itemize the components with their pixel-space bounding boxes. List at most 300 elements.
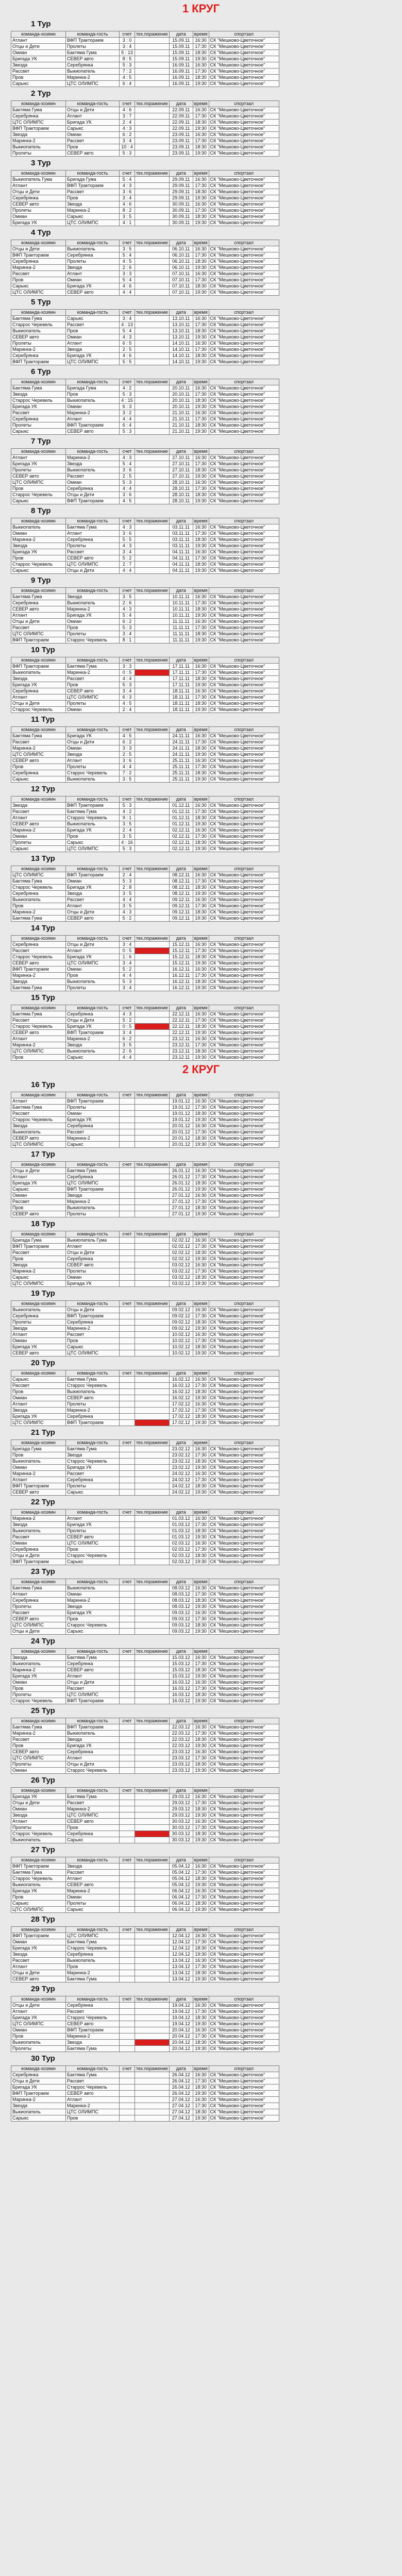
- away-team-cell: ЦТС ОЛИМПС: [66, 960, 120, 967]
- round-block: [0, 922, 402, 991]
- round-block: [0, 1496, 402, 1565]
- table-row: [11, 872, 279, 878]
- away-team-cell: Омиан: [66, 745, 120, 752]
- score-cell: 5 : 13: [120, 50, 135, 56]
- column-header: дата: [169, 171, 193, 177]
- hall-cell: СК "Мешково-Цветочное": [209, 834, 279, 840]
- date-cell: 02.03.12: [169, 1540, 193, 1547]
- forfeit-cell: [135, 524, 170, 531]
- table-row: [11, 1326, 279, 1332]
- table-row: [11, 2003, 279, 2009]
- home-team-cell: ЦТС ОЛИМПС: [11, 1622, 66, 1629]
- away-team-cell: Сарыкс: [66, 1142, 120, 1148]
- away-team-cell: Серебрянка: [66, 252, 120, 259]
- home-team-cell: Отцы и Дети: [11, 2003, 66, 2009]
- column-header: дата: [169, 588, 193, 594]
- hall-cell: СК "Мешково-Цветочное": [209, 1610, 279, 1616]
- table-header-row: [11, 1927, 279, 1933]
- home-team-cell: Омиан: [11, 1806, 66, 1812]
- table-row: [11, 252, 279, 259]
- home-team-cell: Маринка-2: [11, 1042, 66, 1048]
- time-cell: 16:30: [193, 410, 209, 416]
- forfeit-cell: [135, 1471, 170, 1477]
- forfeit-cell: [135, 1199, 170, 1205]
- score-cell: 3 : 5: [120, 776, 135, 783]
- table-row: [11, 1459, 279, 1465]
- column-header: тех.поражение: [135, 1718, 170, 1724]
- home-team-cell: Выкиопатель: [11, 2109, 66, 2115]
- score-cell: 4 : 16: [120, 840, 135, 846]
- time-cell: 18:30: [193, 885, 209, 891]
- score-cell: 5 : 3: [120, 480, 135, 486]
- forfeit-cell: [135, 404, 170, 410]
- home-team-cell: Рассвет: [11, 271, 66, 277]
- home-team-cell: Сарыкс: [11, 81, 66, 87]
- time-cell: 17:30: [193, 1616, 209, 1622]
- hall-cell: СК "Мешково-Цветочное": [209, 1250, 279, 1256]
- away-team-cell: Бактяма Гума: [66, 664, 120, 670]
- away-team-cell: Пров: [66, 144, 120, 150]
- table-header-row: [11, 31, 279, 38]
- away-team-cell: Маринка-2: [66, 75, 120, 81]
- home-team-cell: Старрос Черевель: [11, 885, 66, 891]
- score-cell: 3 : 4: [120, 44, 135, 50]
- home-team-cell: Бригада УК: [11, 1414, 66, 1420]
- table-row: [11, 208, 279, 214]
- table-row: [11, 120, 279, 126]
- forfeit-cell: [135, 1819, 170, 1825]
- table-row: [11, 1180, 279, 1187]
- score-cell: [120, 2103, 135, 2109]
- score-cell: 4 : 6: [120, 283, 135, 290]
- forfeit-cell: [135, 1553, 170, 1559]
- date-cell: 01.03.12: [169, 1516, 193, 1522]
- away-team-cell: Маринка-2: [66, 1806, 120, 1812]
- table-row: [11, 1901, 279, 1907]
- score-cell: [120, 1123, 135, 1129]
- column-header: команда-гость: [66, 1788, 120, 1794]
- score-cell: [120, 1414, 135, 1420]
- hall-cell: СК "Мешково-Цветочное": [209, 2003, 279, 2009]
- column-header: счет: [120, 866, 135, 872]
- hall-cell: СК "Мешково-Цветочное": [209, 1812, 279, 1819]
- table-row: [11, 1692, 279, 1698]
- column-header: команда-хозяин: [11, 1579, 66, 1585]
- away-team-cell: Маринка-2: [66, 410, 120, 416]
- column-header: дата: [169, 1370, 193, 1377]
- time-cell: 19:30: [193, 1768, 209, 1774]
- home-team-cell: Атлант: [11, 183, 66, 189]
- table-row: [11, 973, 279, 979]
- table-row: [11, 1622, 279, 1629]
- away-team-cell: Бригада УК: [66, 1522, 120, 1528]
- away-team-cell: Отцы и Дети: [66, 1018, 120, 1024]
- table-row: [11, 2103, 279, 2109]
- table-row: [11, 1598, 279, 1604]
- column-header: тех.поражение: [135, 657, 170, 664]
- time-cell: 16:30: [193, 1888, 209, 1894]
- score-cell: [120, 1244, 135, 1250]
- home-team-cell: Отцы и Дети: [11, 1168, 66, 1174]
- date-cell: 29.03.12: [169, 1794, 193, 1800]
- column-header: спортзал: [209, 1649, 279, 1655]
- date-cell: 24.02.12: [169, 1471, 193, 1477]
- table-row: [11, 492, 279, 498]
- home-team-cell: Бактяма Гума: [11, 878, 66, 885]
- away-team-cell: Атлант: [66, 1244, 120, 1250]
- home-team-cell: Пролеты: [11, 840, 66, 846]
- date-cell: 19.01.12: [169, 1117, 193, 1123]
- games-table: [11, 379, 279, 435]
- column-header: счет: [120, 1718, 135, 1724]
- column-header: команда-хозяин: [11, 1301, 66, 1307]
- time-cell: 16:30: [193, 1307, 209, 1313]
- home-team-cell: Отцы и Дети: [11, 1800, 66, 1806]
- table-row: [11, 81, 279, 87]
- score-cell: [120, 1528, 135, 1534]
- hall-cell: СК "Мешково-Цветочное": [209, 1036, 279, 1042]
- date-cell: 01.03.12: [169, 1528, 193, 1534]
- date-cell: 27.04.12: [169, 2097, 193, 2103]
- time-cell: 16:30: [193, 1168, 209, 1174]
- hall-cell: СК "Мешково-Цветочное": [209, 1547, 279, 1553]
- home-team-cell: Пров: [11, 486, 66, 492]
- away-team-cell: Звезда: [66, 1042, 120, 1048]
- forfeit-cell: [135, 265, 170, 271]
- column-header: дата: [169, 1788, 193, 1794]
- score-cell: [120, 2091, 135, 2097]
- forfeit-cell: [135, 467, 170, 473]
- time-cell: 17:30: [193, 625, 209, 631]
- date-cell: 21.10.11: [169, 410, 193, 416]
- table-row: [11, 2040, 279, 2046]
- away-team-cell: Выкиопатель: [66, 467, 120, 473]
- table-row: [11, 637, 279, 643]
- forfeit-cell: [135, 486, 170, 492]
- score-cell: 10 : 4: [120, 144, 135, 150]
- table-row: [11, 1338, 279, 1344]
- hall-cell: СК "Мешково-Цветочное": [209, 189, 279, 195]
- round-block: [0, 87, 402, 157]
- column-header: спортзал: [209, 518, 279, 524]
- time-cell: 18:30: [193, 745, 209, 752]
- forfeit-cell: [135, 1414, 170, 1420]
- table-row: [11, 916, 279, 922]
- score-cell: 4 : 3: [120, 126, 135, 132]
- home-team-cell: Выкиопатель: [11, 1307, 66, 1313]
- round-title: 11 Тур: [31, 715, 55, 724]
- away-team-cell: Отцы и Дети: [66, 107, 120, 113]
- home-team-cell: СЕВЕР авто: [11, 473, 66, 480]
- column-header: тех.поражение: [135, 727, 170, 733]
- time-cell: 17:30: [193, 1964, 209, 1970]
- score-cell: [120, 1465, 135, 1471]
- column-header: время: [193, 1579, 209, 1585]
- score-cell: 5 : 3: [120, 625, 135, 631]
- date-cell: 07.10.11: [169, 271, 193, 277]
- hall-cell: СК "Мешково-Цветочное": [209, 1964, 279, 1970]
- time-cell: 17:30: [193, 1477, 209, 1483]
- date-cell: 26.04.12: [169, 2084, 193, 2091]
- away-team-cell: СЕВЕР авто: [66, 1534, 120, 1540]
- time-cell: 19:30: [193, 846, 209, 852]
- home-team-cell: Омиан: [11, 1465, 66, 1471]
- hall-cell: СК "Мешково-Цветочное": [209, 985, 279, 991]
- hall-cell: СК "Мешково-Цветочное": [209, 2103, 279, 2109]
- score-cell: [120, 1755, 135, 1761]
- home-team-cell: Пролеты: [11, 1761, 66, 1768]
- table-row: [11, 1870, 279, 1876]
- home-team-cell: ВФП Трактораем: [11, 1483, 66, 1489]
- time-cell: 18:30: [193, 1831, 209, 1837]
- forfeit-cell: [135, 1011, 170, 1018]
- hall-cell: СК "Мешково-Цветочное": [209, 1042, 279, 1048]
- hall-cell: СК "Мешково-Цветочное": [209, 1168, 279, 1174]
- score-cell: [120, 2040, 135, 2046]
- away-team-cell: Старрос Черевель: [66, 1459, 120, 1465]
- time-cell: 19:30: [193, 195, 209, 201]
- hall-cell: СК "Мешково-Цветочное": [209, 1105, 279, 1111]
- forfeit-cell: [135, 1313, 170, 1319]
- score-cell: 4 : 4: [120, 973, 135, 979]
- date-cell: 16.03.12: [169, 1686, 193, 1692]
- forfeit-cell: [135, 328, 170, 334]
- column-header: команда-гость: [66, 240, 120, 246]
- home-team-cell: Маринка-2: [11, 265, 66, 271]
- forfeit-cell: [135, 1629, 170, 1635]
- score-cell: 3 : 5: [120, 1042, 135, 1048]
- score-cell: 6 : 2: [120, 739, 135, 745]
- score-cell: [120, 1540, 135, 1547]
- forfeit-cell: [135, 1591, 170, 1598]
- table-row: [11, 1610, 279, 1616]
- forfeit-cell: [135, 1193, 170, 1199]
- forfeit-cell: [135, 701, 170, 707]
- time-cell: 19:30: [193, 220, 209, 226]
- table-row: [11, 664, 279, 670]
- forfeit-cell: [135, 2072, 170, 2078]
- hall-cell: СК "Мешково-Цветочное": [209, 701, 279, 707]
- date-cell: 12.04.12: [169, 1939, 193, 1945]
- table-row: [11, 353, 279, 359]
- home-team-cell: Звезда: [11, 676, 66, 682]
- forfeit-cell: [135, 290, 170, 296]
- column-header: спортзал: [209, 379, 279, 385]
- hall-cell: СК "Мешково-Цветочное": [209, 745, 279, 752]
- table-row: [11, 1123, 279, 1129]
- forfeit-cell: [135, 392, 170, 398]
- away-team-cell: Рассвет: [66, 322, 120, 328]
- column-header: команда-хозяин: [11, 1370, 66, 1377]
- away-team-cell: Звезда: [66, 265, 120, 271]
- date-cell: 01.12.11: [169, 815, 193, 821]
- score-cell: [120, 1281, 135, 1287]
- table-row: [11, 619, 279, 625]
- time-cell: 17:30: [193, 764, 209, 770]
- date-cell: 13.04.12: [169, 1964, 193, 1970]
- away-team-cell: Омиан: [66, 619, 120, 625]
- score-cell: 2 : 6: [120, 1048, 135, 1055]
- column-header: спортзал: [209, 1510, 279, 1516]
- forfeit-cell: [135, 903, 170, 909]
- games-table: [11, 1926, 279, 1982]
- away-team-cell: Старрос Черевель: [66, 1945, 120, 1952]
- away-team-cell: Атлант: [66, 271, 120, 277]
- date-cell: 25.11.11: [169, 776, 193, 783]
- away-team-cell: Сарыкс: [66, 1907, 120, 1913]
- games-table: [11, 1231, 279, 1287]
- time-cell: 17:30: [193, 1825, 209, 1831]
- hall-cell: СК "Мешково-Цветочное": [209, 422, 279, 429]
- date-cell: 23.02.12: [169, 1452, 193, 1459]
- away-team-cell: Маринка-2: [66, 1326, 120, 1332]
- column-header: команда-гость: [66, 1231, 120, 1238]
- forfeit-cell: [135, 1326, 170, 1332]
- home-team-cell: Отцы и Дети: [11, 701, 66, 707]
- forfeit-cell: [135, 1389, 170, 1395]
- time-cell: 17:30: [193, 1174, 209, 1180]
- forfeit-cell: [135, 1667, 170, 1673]
- score-cell: [120, 1743, 135, 1749]
- home-team-cell: Атлант: [11, 1477, 66, 1483]
- forfeit-cell: [135, 1837, 170, 1843]
- score-cell: 4 : 2: [120, 385, 135, 392]
- hall-cell: СК "Мешково-Цветочное": [209, 1522, 279, 1528]
- column-header: счет: [120, 171, 135, 177]
- time-cell: 18:30: [193, 1553, 209, 1559]
- round-title: 7 Тур: [31, 437, 51, 446]
- forfeit-cell: [135, 473, 170, 480]
- round-title: 29 Тур: [31, 1985, 55, 1993]
- column-header: тех.поражение: [135, 588, 170, 594]
- away-team-cell: Выкиопатель: [66, 1585, 120, 1591]
- column-header: дата: [169, 1857, 193, 1863]
- forfeit-cell: [135, 682, 170, 688]
- column-header: команда-гость: [66, 1649, 120, 1655]
- score-cell: [120, 1553, 135, 1559]
- hall-cell: СК "Мешково-Цветочное": [209, 758, 279, 764]
- table-row: [11, 480, 279, 486]
- table-header-row: [11, 796, 279, 803]
- hall-cell: СК "Мешково-Цветочное": [209, 916, 279, 922]
- home-team-cell: Бригада Гума: [11, 1238, 66, 1244]
- away-team-cell: Омиан: [66, 1591, 120, 1598]
- column-header: тех.поражение: [135, 310, 170, 316]
- hall-cell: СК "Мешково-Цветочное": [209, 809, 279, 815]
- round-title: 8 Тур: [31, 506, 51, 515]
- time-cell: 19:30: [193, 473, 209, 480]
- away-team-cell: Серебрянка: [66, 1011, 120, 1018]
- hall-cell: СК "Мешково-Цветочное": [209, 1452, 279, 1459]
- hall-cell: СК "Мешково-Цветочное": [209, 821, 279, 827]
- time-cell: 18:30: [193, 909, 209, 916]
- column-header: команда-гость: [66, 31, 120, 38]
- away-team-cell: Бригада УК: [66, 885, 120, 891]
- date-cell: 27.10.11: [169, 461, 193, 467]
- time-cell: 18:30: [193, 701, 209, 707]
- away-team-cell: Пров: [66, 973, 120, 979]
- date-cell: 24.11.11: [169, 733, 193, 739]
- home-team-cell: Звезда: [11, 1655, 66, 1661]
- time-cell: 18:30: [193, 606, 209, 613]
- hall-cell: СК "Мешково-Цветочное": [209, 1377, 279, 1383]
- time-cell: 17:30: [193, 138, 209, 144]
- date-cell: 22.12.11: [169, 1030, 193, 1036]
- away-team-cell: Маринка-2: [66, 1970, 120, 1976]
- forfeit-cell: [135, 2109, 170, 2115]
- hall-cell: СК "Мешково-Цветочное": [209, 1939, 279, 1945]
- score-cell: [120, 1313, 135, 1319]
- forfeit-cell: [135, 1117, 170, 1123]
- hall-cell: СК "Мешково-Цветочное": [209, 1389, 279, 1395]
- time-cell: 19:30: [193, 1489, 209, 1496]
- forfeit-cell: [135, 1446, 170, 1452]
- home-team-cell: Звезда: [11, 2103, 66, 2109]
- away-team-cell: Пролеты: [66, 1483, 120, 1489]
- table-row: [11, 1585, 279, 1591]
- table-row: [11, 594, 279, 600]
- date-cell: 16.03.12: [169, 1692, 193, 1698]
- hall-cell: СК "Мешково-Цветочное": [209, 2091, 279, 2097]
- date-cell: 23.03.12: [169, 1755, 193, 1761]
- table-row: [11, 1193, 279, 1199]
- away-team-cell: Рассвет: [66, 138, 120, 144]
- round-block: [0, 1704, 402, 1774]
- date-cell: 23.09.11: [169, 150, 193, 157]
- away-team-cell: ЦТС ОЛИМПС: [66, 359, 120, 365]
- away-team-cell: ВФП Трактораем: [66, 1187, 120, 1193]
- date-cell: 07.10.11: [169, 283, 193, 290]
- score-cell: 3 : 3: [120, 664, 135, 670]
- home-team-cell: Отцы и Дети: [11, 1553, 66, 1559]
- hall-cell: СК "Мешково-Цветочное": [209, 694, 279, 701]
- column-header: время: [193, 727, 209, 733]
- home-team-cell: Сарыкс: [11, 429, 66, 435]
- hall-cell: СК "Мешково-Цветочное": [209, 1794, 279, 1800]
- score-cell: [120, 1598, 135, 1604]
- forfeit-cell: [135, 1489, 170, 1496]
- table-row: [11, 1964, 279, 1970]
- column-header: команда-хозяин: [11, 2066, 66, 2072]
- away-team-cell: Маринка-2: [66, 2033, 120, 2040]
- home-team-cell: Пролеты: [11, 1825, 66, 1831]
- score-cell: 8 : 2: [120, 208, 135, 214]
- hall-cell: СК "Мешково-Цветочное": [209, 392, 279, 398]
- hall-cell: СК "Мешково-Цветочное": [209, 2109, 279, 2115]
- time-cell: 16:30: [193, 967, 209, 973]
- home-team-cell: СЕВЕР авто: [11, 1136, 66, 1142]
- column-header: дата: [169, 1718, 193, 1724]
- column-header: команда-хозяин: [11, 727, 66, 733]
- time-cell: 19:30: [193, 334, 209, 341]
- forfeit-cell: [135, 891, 170, 897]
- home-team-cell: Пров: [11, 1452, 66, 1459]
- forfeit-cell: [135, 948, 170, 954]
- column-header: счет: [120, 31, 135, 38]
- score-cell: 3 : 6: [120, 467, 135, 473]
- time-cell: 16:30: [193, 1036, 209, 1042]
- round-block: [0, 1913, 402, 1982]
- date-cell: 26.01.12: [169, 1174, 193, 1180]
- score-cell: [120, 1819, 135, 1825]
- score-cell: [120, 1477, 135, 1483]
- away-team-cell: Маринка-2: [66, 1136, 120, 1142]
- score-cell: 2 : 4: [120, 872, 135, 878]
- table-row: [11, 201, 279, 208]
- forfeit-cell: [135, 2021, 170, 2027]
- away-team-cell: Бактяма Гума: [66, 809, 120, 815]
- hall-cell: СК "Мешково-Цветочное": [209, 322, 279, 328]
